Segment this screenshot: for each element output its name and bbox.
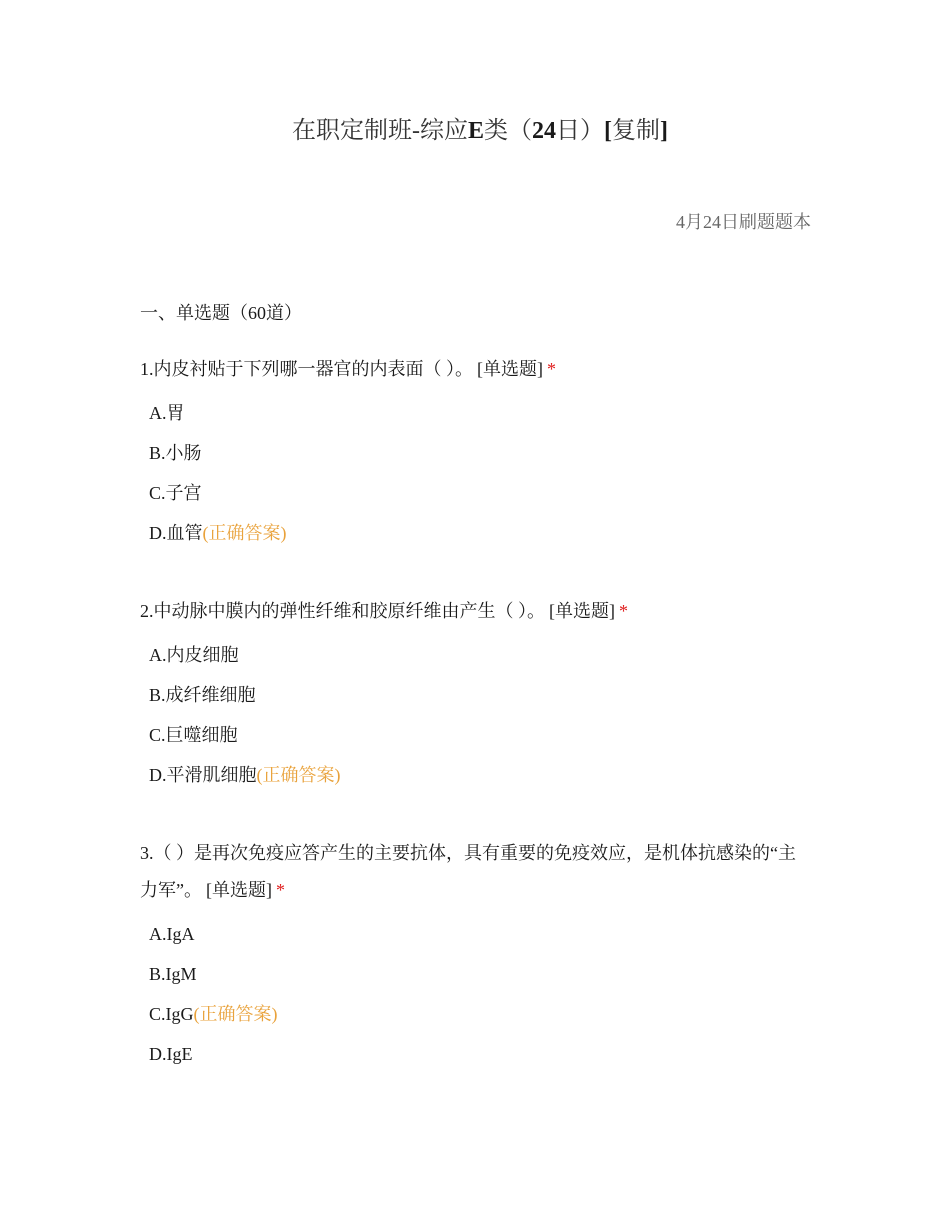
title-part: 类（: [484, 118, 532, 144]
option-label: C.子宫: [149, 483, 202, 503]
option-c[interactable]: [140, 473, 800, 513]
option-label: D.血管: [149, 523, 203, 543]
option-b[interactable]: [140, 433, 800, 473]
option-d[interactable]: [140, 513, 800, 553]
option-c[interactable]: [140, 715, 800, 755]
required-marker: *: [547, 359, 556, 379]
option-label: D.IgE: [149, 1044, 193, 1064]
title-part: ]: [660, 118, 668, 144]
option-list: [140, 914, 800, 1074]
question-text: [140, 593, 800, 630]
option-d[interactable]: [140, 1034, 800, 1074]
question-stem: 3.（ ）是再次免疫应答产生的主要抗体，具有重要的免疫效应，是机体抗感染的“主力军”。: [140, 843, 796, 900]
section-heading: 一、单选题（60道）: [140, 303, 302, 323]
option-a[interactable]: [140, 914, 800, 954]
option-label: C.IgG: [149, 1004, 194, 1024]
option-label: B.IgM: [149, 964, 197, 984]
option-a[interactable]: [140, 393, 800, 433]
question-type-label: [单选题]: [477, 359, 543, 379]
option-b[interactable]: [140, 675, 800, 715]
title-part: 24: [532, 118, 556, 144]
option-list: [140, 393, 800, 553]
option-label: B.成纤维细胞: [149, 685, 256, 705]
question-type-label: [单选题]: [206, 880, 272, 900]
correct-answer-label: (正确答案): [193, 1004, 278, 1024]
question-stem: 2.中动脉中膜内的弹性纤维和胶原纤维由产生（ ）。: [140, 601, 545, 621]
question-text: [140, 351, 800, 388]
correct-answer-label: (正确答案): [256, 765, 341, 785]
required-marker: *: [619, 601, 628, 621]
page-subtitle: 4月24日刷题题本: [676, 212, 811, 232]
title-part: 在职定制班-综应: [291, 118, 468, 144]
question-type-label: [单选题]: [549, 601, 615, 621]
question-text: [140, 835, 800, 909]
option-label: B.小肠: [149, 443, 202, 463]
question-1: [140, 351, 800, 553]
option-a[interactable]: [140, 635, 800, 675]
required-marker: *: [276, 880, 285, 900]
option-list: [140, 635, 800, 795]
title-part: [: [604, 118, 612, 144]
option-c[interactable]: [140, 994, 800, 1034]
option-label: D.平滑肌细胞: [149, 765, 257, 785]
title-part: E: [467, 118, 484, 144]
page-title: [0, 110, 950, 145]
question-2: [140, 593, 800, 795]
option-label: A.IgA: [149, 924, 195, 944]
option-label: C.巨噬细胞: [149, 725, 238, 745]
option-label: A.内皮细胞: [149, 645, 239, 665]
option-b[interactable]: [140, 954, 800, 994]
option-d[interactable]: [140, 755, 800, 795]
option-label: A.胃: [149, 403, 185, 423]
title-part: 日）: [556, 118, 604, 144]
correct-answer-label: (正确答案): [202, 523, 287, 543]
title-part: 复制: [612, 118, 660, 144]
question-stem: 1.内皮衬贴于下列哪一器官的内表面（ ）。: [140, 359, 473, 379]
question-3: [140, 835, 800, 1074]
